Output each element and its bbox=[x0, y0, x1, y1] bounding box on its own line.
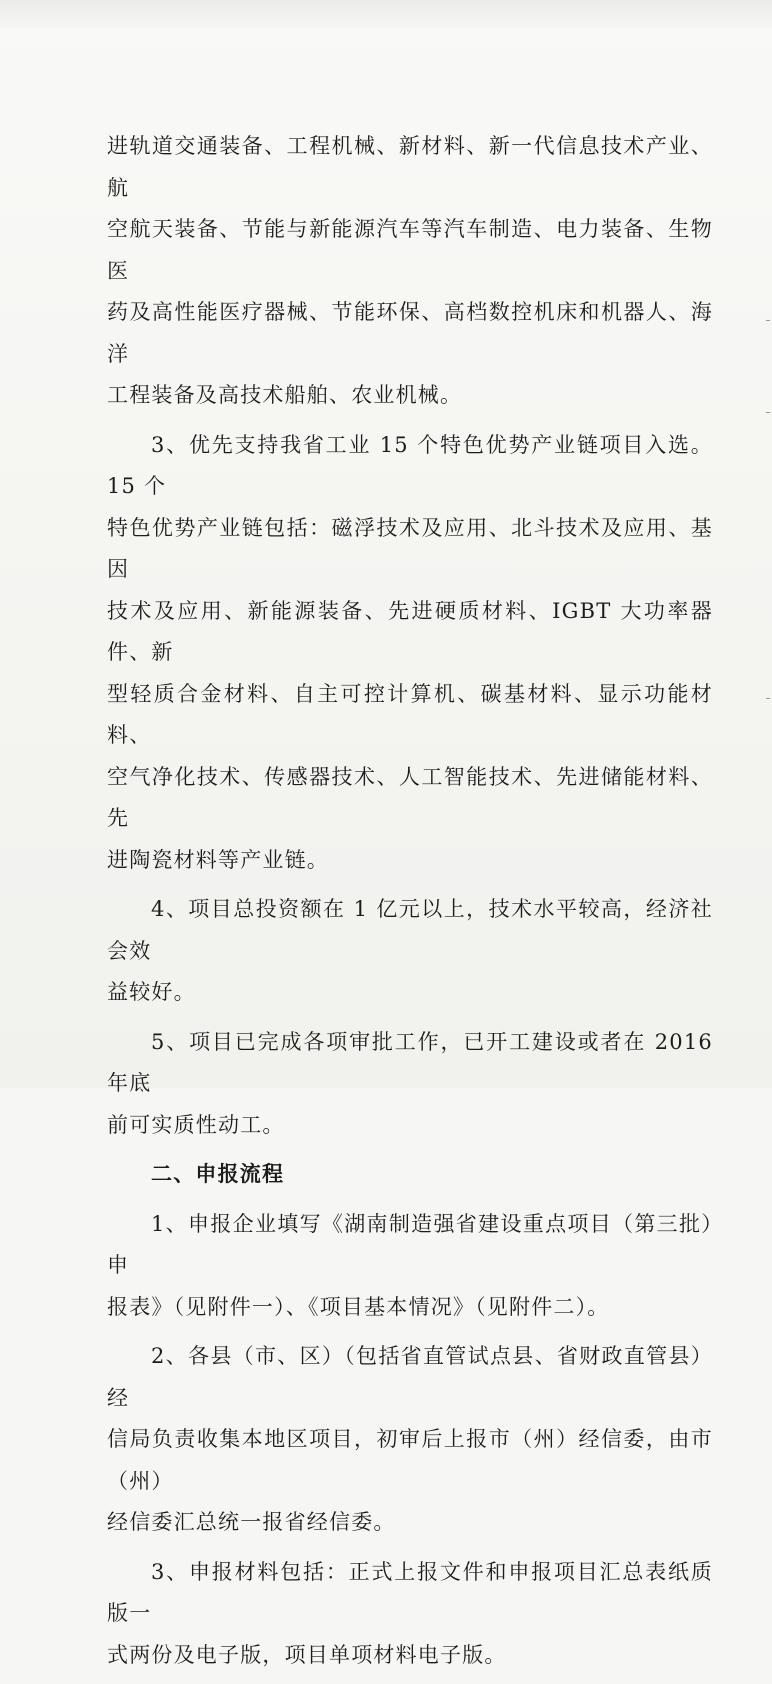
text-line: 3、优先支持我省工业 15 个特色优势产业链项目入选。15 个 bbox=[107, 432, 713, 498]
section-heading-application-process: 二、申报流程 bbox=[151, 1162, 285, 1186]
paragraph-industries-continued bbox=[107, 126, 713, 417]
text-line: 药及高性能医疗器械、节能环保、高档数控机床和机器人、海洋 bbox=[107, 300, 713, 366]
text-line: 进陶瓷材料等产业链。 bbox=[107, 847, 329, 872]
text-line: 工程装备及高技术船舶、农业机械。 bbox=[107, 383, 463, 407]
text-line: 4、项目总投资额在 1 亿元以上，技术水平较高，经济社会效 bbox=[107, 897, 713, 963]
scan-top-edge bbox=[0, 0, 772, 28]
text-line: 信局负责收集本地区项目，初审后上报市（州）经信委，由市（州） bbox=[107, 1427, 713, 1493]
text-line: 空气净化技术、传感器技术、人工智能技术、先进储能材料、先 bbox=[107, 764, 713, 830]
paragraph-step-2 bbox=[107, 1336, 713, 1544]
text-line: 式两份及电子版，项目单项材料电子版。 bbox=[107, 1642, 507, 1667]
text-line: 空航天装备、节能与新能源汽车等汽车制造、电力装备、生物医 bbox=[107, 217, 713, 283]
text-line: 3、申报材料包括：正式上报文件和申报项目汇总表纸质版一 bbox=[107, 1559, 713, 1625]
paragraph-criterion-3 bbox=[107, 425, 713, 882]
text-line: 5、项目已完成各项审批工作，已开工建设或者在 2016 年底 bbox=[107, 1029, 713, 1095]
paragraph-criterion-4 bbox=[107, 889, 713, 1014]
text-line: 特色优势产业链包括：磁浮技术及应用、北斗技术及应用、基因 bbox=[107, 515, 713, 581]
paragraph-step-3 bbox=[107, 1552, 713, 1677]
text-line: 技术及应用、新能源装备、先进硬质材料、IGBT 大功率器件、新 bbox=[107, 598, 713, 664]
text-line: 报表》（见附件一）、《项目基本情况》（见附件二）。 bbox=[107, 1294, 610, 1319]
scan-edge-mark bbox=[766, 320, 770, 321]
text-line: 型轻质合金材料、自主可控计算机、碳基材料、显示功能材料、 bbox=[107, 681, 713, 747]
text-line: 前可实质性动工。 bbox=[107, 1112, 285, 1137]
scan-edge-mark bbox=[766, 698, 770, 699]
document-body bbox=[107, 126, 713, 1684]
paragraph-step-1 bbox=[107, 1204, 713, 1329]
text-line: 2、各县（市、区）（包括省直管试点县、省财政直管县）经 bbox=[107, 1344, 713, 1410]
paragraph-criterion-5 bbox=[107, 1022, 713, 1147]
text-line: 益较好。 bbox=[107, 980, 196, 1004]
scan-edge-mark bbox=[766, 412, 770, 413]
text-line: 进轨道交通装备、工程机械、新材料、新一代信息技术产业、航 bbox=[107, 134, 713, 200]
text-line: 1、申报企业填写《湖南制造强省建设重点项目（第三批）申 bbox=[107, 1211, 713, 1277]
text-line: 经信委汇总统一报省经信委。 bbox=[107, 1510, 396, 1534]
